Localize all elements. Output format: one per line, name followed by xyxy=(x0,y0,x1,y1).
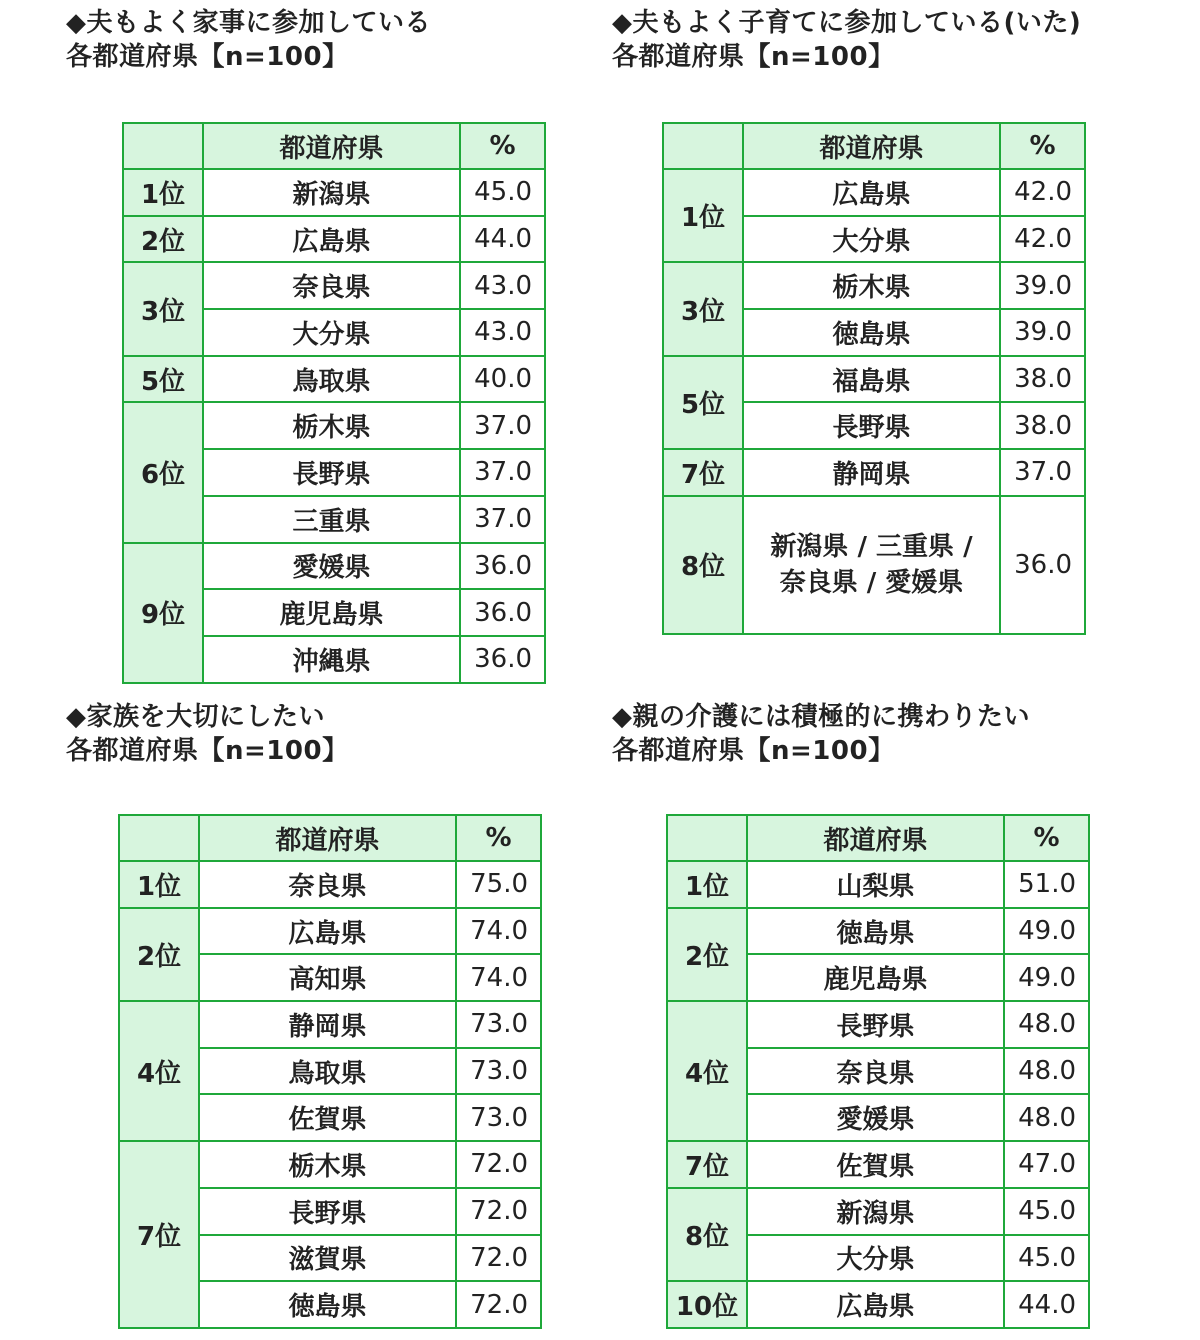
rank-header-cell xyxy=(123,123,203,169)
rank-header-cell xyxy=(667,815,747,861)
table-row xyxy=(663,356,1085,403)
table-row xyxy=(667,861,1089,908)
rank-cell: 2位 xyxy=(119,908,199,1001)
prefecture-cell: 長野県 xyxy=(203,449,460,496)
table-row xyxy=(119,861,541,908)
percent-cell: 72.0 xyxy=(456,1281,541,1328)
prefecture-cell: 大分県 xyxy=(203,309,460,356)
section-subtitle: 各都道府県【n=100】 xyxy=(612,736,895,766)
table-row xyxy=(663,169,1085,216)
prefecture-cell: 奈良県 xyxy=(199,861,456,908)
prefecture-cell: 鳥取県 xyxy=(199,1048,456,1095)
percent-cell: 36.0 xyxy=(460,636,545,683)
percent-cell: 36.0 xyxy=(460,589,545,636)
prefecture-cell: 新潟県 / 三重県 / 奈良県 / 愛媛県 xyxy=(743,496,1000,634)
prefecture-header-cell: 都道府県 xyxy=(747,815,1004,861)
table-row xyxy=(667,908,1089,955)
prefecture-cell: 佐賀県 xyxy=(199,1094,456,1141)
percent-cell: 39.0 xyxy=(1000,262,1085,309)
table-header-row xyxy=(123,123,545,169)
table-row xyxy=(119,1001,541,1048)
percent-header-cell: % xyxy=(1004,815,1089,861)
percent-cell: 45.0 xyxy=(1004,1235,1089,1282)
prefecture-cell: 静岡県 xyxy=(743,449,1000,496)
rank-cell: 1位 xyxy=(119,861,199,908)
prefecture-cell: 徳島県 xyxy=(199,1281,456,1328)
section-2-title-block xyxy=(612,6,1081,74)
section-1-title-block xyxy=(66,6,431,74)
rank-cell: 4位 xyxy=(119,1001,199,1141)
table-row xyxy=(123,262,545,309)
percent-cell: 36.0 xyxy=(1000,496,1085,634)
percent-cell: 38.0 xyxy=(1000,402,1085,449)
percent-cell: 48.0 xyxy=(1004,1001,1089,1048)
prefecture-cell: 徳島県 xyxy=(743,309,1000,356)
percent-cell: 42.0 xyxy=(1000,216,1085,263)
prefecture-cell: 鳥取県 xyxy=(203,356,460,403)
percent-cell: 72.0 xyxy=(456,1141,541,1188)
percent-header-cell: % xyxy=(456,815,541,861)
prefecture-cell: 奈良県 xyxy=(203,262,460,309)
section-title: ◆親の介護には積極的に携わりたい xyxy=(612,702,1030,732)
table-row xyxy=(119,1141,541,1188)
prefecture-cell: 広島県 xyxy=(743,169,1000,216)
table-row xyxy=(667,1188,1089,1235)
table-row xyxy=(123,169,545,216)
percent-cell: 43.0 xyxy=(460,309,545,356)
ranking-table-care xyxy=(666,814,1090,1329)
prefecture-cell: 長野県 xyxy=(199,1188,456,1235)
rank-header-cell xyxy=(119,815,199,861)
prefecture-cell: 広島県 xyxy=(203,216,460,263)
prefecture-cell: 長野県 xyxy=(747,1001,1004,1048)
percent-cell: 73.0 xyxy=(456,1001,541,1048)
percent-cell: 49.0 xyxy=(1004,908,1089,955)
percent-cell: 44.0 xyxy=(1004,1281,1089,1328)
table-row xyxy=(663,496,1085,634)
percent-cell: 73.0 xyxy=(456,1094,541,1141)
percent-cell: 38.0 xyxy=(1000,356,1085,403)
percent-cell: 72.0 xyxy=(456,1235,541,1282)
table-row xyxy=(663,262,1085,309)
prefecture-cell: 鹿児島県 xyxy=(747,954,1004,1001)
prefecture-cell: 栃木県 xyxy=(743,262,1000,309)
percent-cell: 45.0 xyxy=(460,169,545,216)
percent-cell: 51.0 xyxy=(1004,861,1089,908)
rank-cell: 7位 xyxy=(119,1141,199,1328)
rank-cell: 3位 xyxy=(663,262,743,355)
table-header-row xyxy=(119,815,541,861)
percent-cell: 37.0 xyxy=(460,496,545,543)
table-row xyxy=(663,449,1085,496)
prefecture-header-cell: 都道府県 xyxy=(743,123,1000,169)
prefecture-cell: 滋賀県 xyxy=(199,1235,456,1282)
rank-cell: 7位 xyxy=(667,1141,747,1188)
section-3-title-block xyxy=(66,700,349,768)
percent-cell: 44.0 xyxy=(460,216,545,263)
percent-cell: 48.0 xyxy=(1004,1094,1089,1141)
percent-cell: 37.0 xyxy=(460,449,545,496)
prefecture-cell: 広島県 xyxy=(199,908,456,955)
percent-cell: 43.0 xyxy=(460,262,545,309)
rank-cell: 3位 xyxy=(123,262,203,355)
section-title: ◆家族を大切にしたい xyxy=(66,702,325,732)
percent-cell: 36.0 xyxy=(460,543,545,590)
percent-cell: 40.0 xyxy=(460,356,545,403)
prefecture-cell: 大分県 xyxy=(743,216,1000,263)
section-title: ◆夫もよく子育てに参加している(いた) xyxy=(612,8,1082,38)
prefecture-header-cell: 都道府県 xyxy=(203,123,460,169)
section-title: ◆夫もよく家事に参加している xyxy=(66,8,431,38)
rank-cell: 9位 xyxy=(123,543,203,683)
rank-cell: 1位 xyxy=(123,169,203,216)
rank-cell: 7位 xyxy=(663,449,743,496)
table-row xyxy=(123,216,545,263)
percent-cell: 47.0 xyxy=(1004,1141,1089,1188)
table-row xyxy=(667,1001,1089,1048)
percent-cell: 74.0 xyxy=(456,954,541,1001)
percent-cell: 75.0 xyxy=(456,861,541,908)
prefecture-cell: 愛媛県 xyxy=(203,543,460,590)
prefecture-cell: 愛媛県 xyxy=(747,1094,1004,1141)
section-subtitle: 各都道府県【n=100】 xyxy=(66,42,349,72)
prefecture-cell: 三重県 xyxy=(203,496,460,543)
ranking-table-family xyxy=(118,814,542,1329)
rank-cell: 2位 xyxy=(123,216,203,263)
rank-cell: 5位 xyxy=(123,356,203,403)
rank-cell: 6位 xyxy=(123,402,203,542)
percent-cell: 37.0 xyxy=(460,402,545,449)
percent-cell: 72.0 xyxy=(456,1188,541,1235)
rank-cell: 5位 xyxy=(663,356,743,449)
percent-cell: 39.0 xyxy=(1000,309,1085,356)
ranking-table-housework xyxy=(122,122,546,684)
table-row xyxy=(123,543,545,590)
table-row xyxy=(667,1281,1089,1328)
prefecture-cell: 高知県 xyxy=(199,954,456,1001)
section-subtitle: 各都道府県【n=100】 xyxy=(612,42,895,72)
table-row xyxy=(119,908,541,955)
rank-cell: 2位 xyxy=(667,908,747,1001)
prefecture-cell: 大分県 xyxy=(747,1235,1004,1282)
percent-cell: 45.0 xyxy=(1004,1188,1089,1235)
prefecture-cell: 新潟県 xyxy=(203,169,460,216)
section-4-title-block xyxy=(612,700,1030,768)
percent-cell: 42.0 xyxy=(1000,169,1085,216)
prefecture-cell: 奈良県 xyxy=(747,1048,1004,1095)
rank-cell: 8位 xyxy=(663,496,743,634)
prefecture-cell: 長野県 xyxy=(743,402,1000,449)
prefecture-cell: 佐賀県 xyxy=(747,1141,1004,1188)
rank-cell: 4位 xyxy=(667,1001,747,1141)
percent-cell: 49.0 xyxy=(1004,954,1089,1001)
section-subtitle: 各都道府県【n=100】 xyxy=(66,736,349,766)
table-header-row xyxy=(667,815,1089,861)
prefecture-cell: 沖縄県 xyxy=(203,636,460,683)
prefecture-cell: 新潟県 xyxy=(747,1188,1004,1235)
percent-header-cell: % xyxy=(1000,123,1085,169)
prefecture-cell: 栃木県 xyxy=(199,1141,456,1188)
rank-cell: 1位 xyxy=(663,169,743,262)
prefecture-cell: 徳島県 xyxy=(747,908,1004,955)
percent-header-cell: % xyxy=(460,123,545,169)
percent-cell: 37.0 xyxy=(1000,449,1085,496)
rank-cell: 10位 xyxy=(667,1281,747,1328)
ranking-table-childcare xyxy=(662,122,1086,635)
table-header-row xyxy=(663,123,1085,169)
rank-cell: 8位 xyxy=(667,1188,747,1281)
rank-header-cell xyxy=(663,123,743,169)
prefecture-cell: 福島県 xyxy=(743,356,1000,403)
prefecture-cell: 静岡県 xyxy=(199,1001,456,1048)
percent-cell: 48.0 xyxy=(1004,1048,1089,1095)
rank-cell: 1位 xyxy=(667,861,747,908)
prefecture-header-cell: 都道府県 xyxy=(199,815,456,861)
percent-cell: 73.0 xyxy=(456,1048,541,1095)
prefecture-cell: 栃木県 xyxy=(203,402,460,449)
table-row xyxy=(123,402,545,449)
prefecture-cell: 鹿児島県 xyxy=(203,589,460,636)
prefecture-cell: 山梨県 xyxy=(747,861,1004,908)
table-row xyxy=(123,356,545,403)
prefecture-cell: 広島県 xyxy=(747,1281,1004,1328)
table-row xyxy=(667,1141,1089,1188)
percent-cell: 74.0 xyxy=(456,908,541,955)
